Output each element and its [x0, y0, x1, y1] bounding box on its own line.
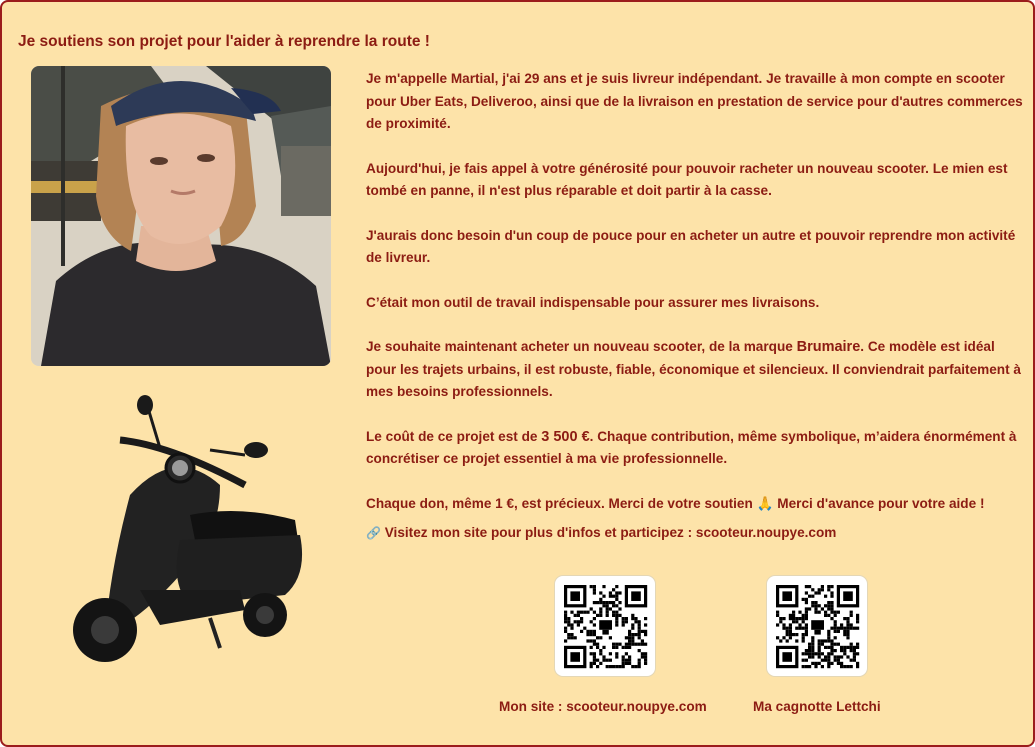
paragraph-cost-end: . Chaque contribution, même symbolique, m’aidera énormément à concrétiser ce projet essentiel à ma vie professionnelle.: [366, 428, 1017, 466]
paragraph-tool: C’était mon outil de travail indispensable pour assurer mes livraisons.: [366, 294, 820, 310]
paragraph-need: J'aurais donc besoin d'un coup de pouce pour en acheter un autre et pouvoir reprendre mon activité de livreur.: [366, 227, 1016, 265]
qr-code-site[interactable]: [555, 576, 655, 676]
paragraph-cost-start: Le coût de ce projet est de: [366, 428, 542, 444]
paragraph-cost: [366, 426, 1026, 471]
site-link-text[interactable]: Visitez mon site pour plus d'infos et participez : scooteur.noupye.com: [384, 525, 837, 540]
paragraph-request: Aujourd'hui, je fais appel à votre générosité pour pouvoir racheter un nouveau scooter. Le mien est tombé en panne, il n'est plus réparable et doit partir à la casse.: [366, 160, 1008, 198]
qr-code-icon: [555, 576, 655, 676]
paragraph-intro: Je m'appelle Martial, j'ai 29 ans et je suis livreur indépendant. Je travaille à mon compte en scooter pour Uber Eats, Deliveroo, ainsi que de la livraison en prestation de service pour d'autres commerces de proximité.: [366, 71, 1023, 131]
paragraph-thanks: Chaque don, même 1 €, est précieux. Merci de votre soutien 🙏 Merci d'avance pour votre aide !: [366, 495, 985, 511]
paragraph-brand-end: . Ce modèle est idéal pour les trajets urbains, il est robuste, fiable, économique et silencieux. Il conviendrait parfaitement à mes besoins professionnels.: [366, 339, 1021, 399]
qr-code-fundraiser[interactable]: [767, 576, 867, 676]
cost-amount: 3 500 €: [541, 428, 590, 445]
qr-caption-fundraiser: Ma cagnotte Lettchi: [753, 699, 881, 714]
site-link[interactable]: [366, 525, 836, 540]
story-text: [366, 68, 1026, 537]
brand-name: Brumaire: [796, 339, 861, 355]
qr-caption-site: Mon site : scooteur.noupye.com: [499, 699, 707, 714]
paragraph-brand-start: Je souhaite maintenant acheter un nouveau scooter, de la marque: [366, 339, 797, 354]
page-title: Je soutiens son projet pour l'aider à reprendre la route !: [18, 33, 430, 50]
qr-code-icon: [767, 576, 867, 676]
scooter-image: [70, 390, 310, 680]
link-icon: 🔗: [366, 526, 381, 540]
profile-photo: [31, 66, 331, 366]
paragraph-brand: [366, 336, 1026, 404]
